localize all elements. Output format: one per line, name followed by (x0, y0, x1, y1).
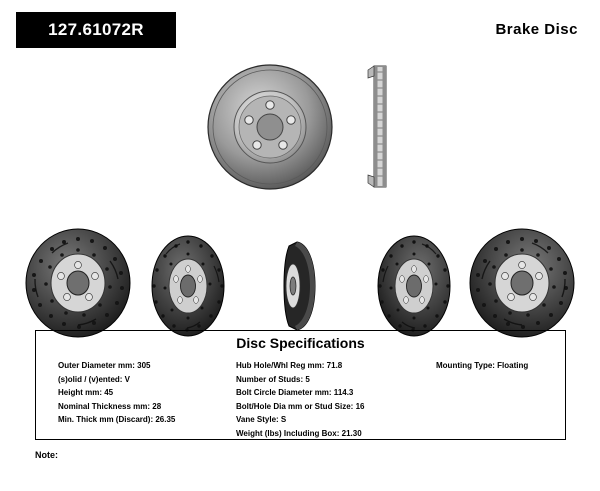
note-label: Note: (35, 450, 58, 460)
spec-item: (s)olid / (v)ented: V (58, 374, 130, 384)
figure-row-item-3 (277, 240, 325, 337)
brake-disc-edge-cross-section-icon (360, 64, 400, 189)
spec-item: Number of Studs: 5 (236, 374, 310, 384)
brake-disc-drilled-slotted-left-icon (22, 227, 134, 339)
brake-disc-drilled-slotted-right-icon (466, 227, 578, 339)
disc-specifications-panel (35, 330, 566, 440)
spec-item: Bolt Circle Diameter mm: 114.3 (236, 388, 354, 397)
spec-item: Height mm: 45 (58, 388, 114, 397)
figure-edge-cross-section (360, 64, 400, 194)
spec-item: Mounting Type: Floating (436, 361, 529, 370)
spec-panel-title: Disc Specifications (236, 335, 365, 351)
figure-top-face-view (205, 62, 335, 197)
spec-item: Vane Style: S (236, 415, 287, 424)
spec-item: Weight (lbs) Including Box: 21.30 (236, 428, 362, 438)
part-number-text: 127.61072R (48, 20, 144, 39)
brake-disc-edge-profile-icon (277, 240, 325, 332)
spec-item: Nominal Thickness mm: 28 (58, 401, 162, 411)
spec-item: Bolt/Hole Dia mm or Stud Size: 16 (236, 401, 365, 411)
brake-disc-face-view-icon (205, 62, 335, 192)
page-title: Brake Disc (495, 21, 578, 38)
figure-area (0, 52, 600, 322)
figure-row-item-5 (466, 227, 578, 344)
spec-item: Hub Hole/Whl Reg mm: 71.8 (236, 361, 343, 370)
figure-row-item-2 (140, 234, 236, 343)
figure-row-item-1 (22, 227, 134, 344)
spec-item: Min. Thick mm (Discard): 26.35 (58, 415, 176, 424)
document-header (16, 12, 584, 48)
spec-column-left (58, 359, 238, 427)
brake-disc-drilled-slotted-right-angled-icon (366, 234, 462, 338)
spec-column-right (436, 359, 566, 373)
spec-item: Outer Diameter mm: 305 (58, 361, 151, 370)
figure-row-item-4 (366, 234, 462, 343)
spec-column-middle (236, 359, 436, 440)
part-number-badge (16, 12, 176, 48)
brake-disc-drilled-slotted-left-angled-icon (140, 234, 236, 338)
